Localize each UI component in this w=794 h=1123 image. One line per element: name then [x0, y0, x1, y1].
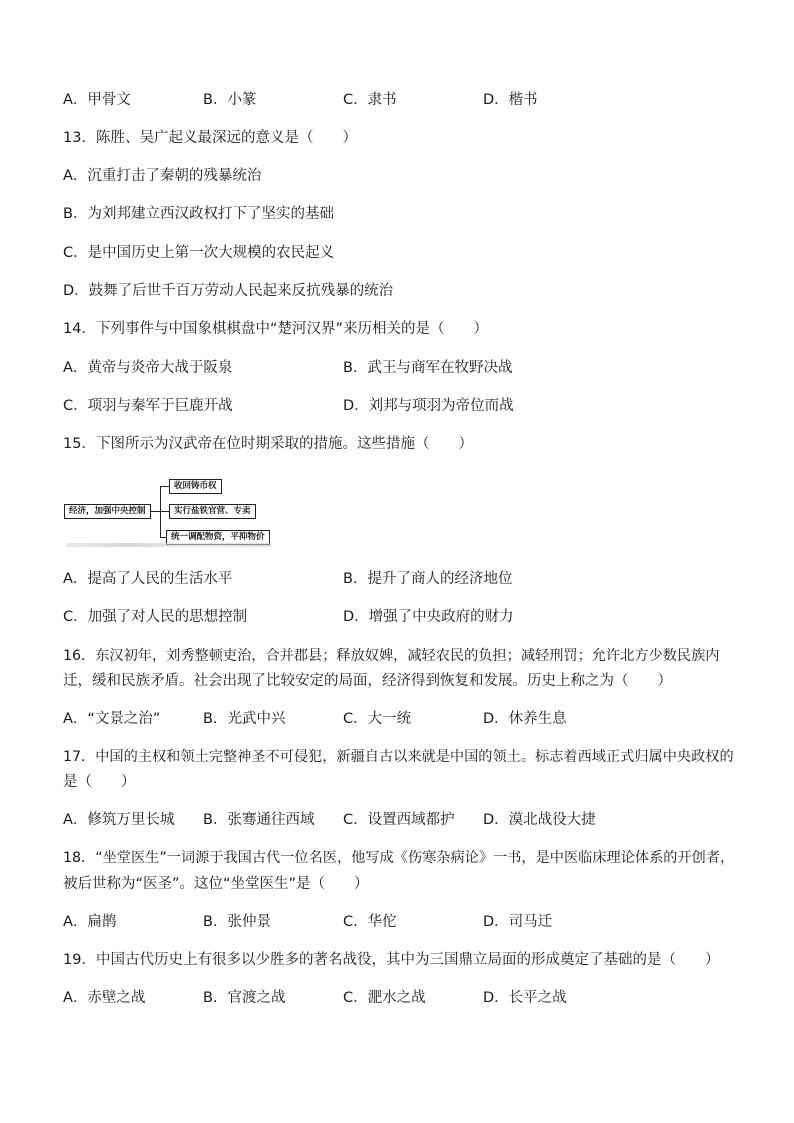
q15-option-b[interactable]: B．提升了商人的经济地位: [343, 571, 513, 587]
q17-option-d[interactable]: D．漠北战役大捷: [483, 812, 596, 828]
q17-stem-line-1: 17．中国的主权和领土完整神圣不可侵犯，新疆自古以来就是中国的领土。标志着西域正式归属中央政权的: [63, 749, 734, 765]
q17-option-c[interactable]: C．设置西域都护: [343, 812, 455, 828]
diagram-root-box: 经济，加强中央控制: [64, 504, 151, 519]
q18-stem-line-1: 18．“坐堂医生”一词源于我国古代一位名医，他写成《伤寒杂病论》一书，是中医临床理论体系的开创者，: [63, 850, 735, 866]
diagram-connector: [160, 486, 169, 487]
q13-option-c[interactable]: C．是中国历史上第一次大规模的农民起义: [63, 245, 335, 261]
q19-option-d[interactable]: D．长平之战: [483, 990, 567, 1006]
q17-option-b[interactable]: B．张骞通往西域: [203, 812, 315, 828]
q14-option-b[interactable]: B．武王与商军在牧野决战: [343, 360, 513, 376]
q15-stem: 15．下图所示为汉武帝在位时期采取的措施。这些措施（ ）: [63, 436, 473, 452]
q14-stem: 14．下列事件与中国象棋棋盘中“楚河汉界”来历相关的是（ ）: [63, 321, 488, 337]
q15-measures-diagram: [64, 473, 274, 549]
diagram-branch-box-2: 实行盐铁官营、专卖: [169, 504, 256, 519]
q16-option-c[interactable]: C．大一统: [343, 711, 412, 727]
q19-stem: 19．中国古代历史上有很多以少胜多的著名战役，其中为三国鼎立局面的形成奠定了基础的是（ ）: [63, 952, 720, 968]
q18-option-b[interactable]: B．张仲景: [203, 914, 271, 930]
q19-option-b[interactable]: B．官渡之战: [203, 990, 286, 1006]
q12-option-d[interactable]: D．楷书: [483, 92, 538, 108]
q12-option-a[interactable]: A．甲骨文: [63, 92, 131, 108]
q13-option-b[interactable]: B．为刘邦建立西汉政权打下了坚实的基础: [63, 206, 334, 222]
q16-stem-line-2: 迁，缓和民族矛盾。社会出现了比较安定的局面，经济得到恢复和发展。历史上称之为（ ）: [63, 673, 672, 689]
q14-option-d[interactable]: D．刘邦与项羽为帝位而战: [343, 398, 514, 414]
diagram-branch-box-3: 统一调配物资，平抑物价: [166, 530, 270, 545]
q13-stem: 13．陈胜、吴广起义最深远的意义是（ ）: [63, 130, 357, 146]
q18-stem-line-2: 被后世称为“医圣”。这位“坐堂医生”是（ ）: [63, 876, 369, 892]
q15-option-c[interactable]: C．加强了对人民的思想控制: [63, 609, 248, 625]
q15-option-a[interactable]: A．提高了人民的生活水平: [63, 571, 233, 587]
diagram-connector: [150, 511, 160, 512]
q14-option-a[interactable]: A．黄帝与炎帝大战于阪泉: [63, 360, 233, 376]
q16-stem-line-1: 16．东汉初年，刘秀整顿吏治，合并郡县；释放奴婢，减轻农民的负担；减轻刑罚；允许北方少数民族内: [63, 648, 720, 664]
q16-option-b[interactable]: B．光武中兴: [203, 711, 286, 727]
q16-option-d[interactable]: D．休养生息: [483, 711, 567, 727]
q14-option-c[interactable]: C．项羽与秦军于巨鹿开战: [63, 398, 233, 414]
q18-option-d[interactable]: D．司马迁: [483, 914, 553, 930]
q17-option-a[interactable]: A．修筑万里长城: [63, 812, 175, 828]
diagram-branch-box-1: 收回铸币权: [169, 479, 222, 494]
q19-option-c[interactable]: C．淝水之战: [343, 990, 426, 1006]
scan-shadow: [66, 543, 271, 547]
q13-option-d[interactable]: D．鼓舞了后世千百万劳动人民起来反抗残暴的统治: [63, 283, 394, 299]
q12-option-c[interactable]: C．隶书: [343, 92, 397, 108]
q17-stem-line-2: 是（ ）: [63, 774, 136, 790]
diagram-connector: [160, 511, 169, 512]
q19-option-a[interactable]: A．赤壁之战: [63, 990, 146, 1006]
q16-option-a[interactable]: A．“文景之治”: [63, 711, 161, 727]
q15-option-d[interactable]: D．增强了中央政府的财力: [343, 609, 514, 625]
q12-option-b[interactable]: B．小篆: [203, 92, 257, 108]
q18-option-c[interactable]: C．华佗: [343, 914, 397, 930]
q18-option-a[interactable]: A．扁鹊: [63, 914, 117, 930]
q13-option-a[interactable]: A．沉重打击了秦朝的残暴统治: [63, 168, 262, 184]
